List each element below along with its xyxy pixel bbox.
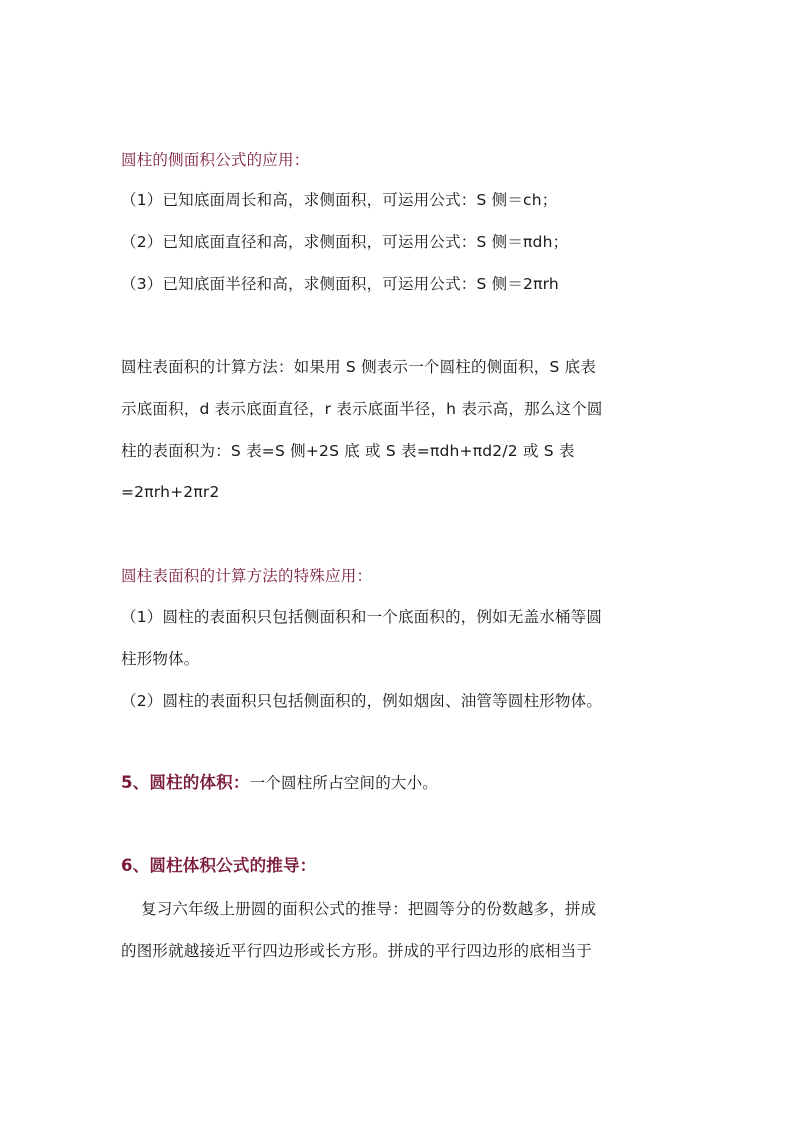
volume-heading: 5、圆柱的体积： <box>121 773 250 792</box>
surface-area-line-2: 示底面积，d 表示底面直径，r 表示底面半径，h 表示高，那么这个圆 <box>121 400 603 418</box>
special-use-title: 圆柱表面积的计算方法的特殊应用： <box>121 567 373 585</box>
surface-area-line-1: 圆柱表面积的计算方法：如果用 S 侧表示一个圆柱的侧面积，S 底表 <box>121 358 597 376</box>
special-use-item-1-line-1: （1）圆柱的表面积只包括侧面积和一个底面积的，例如无盖水桶等圆 <box>121 608 603 626</box>
side-area-title: 圆柱的侧面积公式的应用： <box>121 151 310 169</box>
surface-area-line-3: 柱的表面积为：S 表=S 侧+2S 底 或 S 表=πdh+πd2/2 或 S 表 <box>121 442 575 460</box>
side-area-item-1: （1）已知底面周长和高，求侧面积，可运用公式：S 侧＝ch； <box>121 191 558 209</box>
derivation-heading: 6、圆柱体积公式的推导： <box>121 856 317 875</box>
side-area-item-2: （2）已知底面直径和高，求侧面积，可运用公式：S 侧＝πdh； <box>121 233 569 251</box>
special-use-item-2: （2）圆柱的表面积只包括侧面积的，例如烟囱、油管等圆柱形物体。 <box>121 692 603 710</box>
volume-line <box>121 773 438 793</box>
derivation-line-2: 的图形就越接近平行四边形或长方形。拼成的平行四边形的底相当于 <box>121 942 593 960</box>
side-area-item-3: （3）已知底面半径和高，求侧面积，可运用公式：S 侧＝2πrh <box>121 275 559 293</box>
surface-area-line-4: =2πrh+2πr2 <box>121 483 220 501</box>
special-use-item-1-line-2: 柱形物体。 <box>121 650 200 668</box>
volume-text: 一个圆柱所占空间的大小。 <box>249 774 438 792</box>
derivation-line-1: 复习六年级上册圆的面积公式的推导：把圆等分的份数越多，拼成 <box>141 900 597 918</box>
